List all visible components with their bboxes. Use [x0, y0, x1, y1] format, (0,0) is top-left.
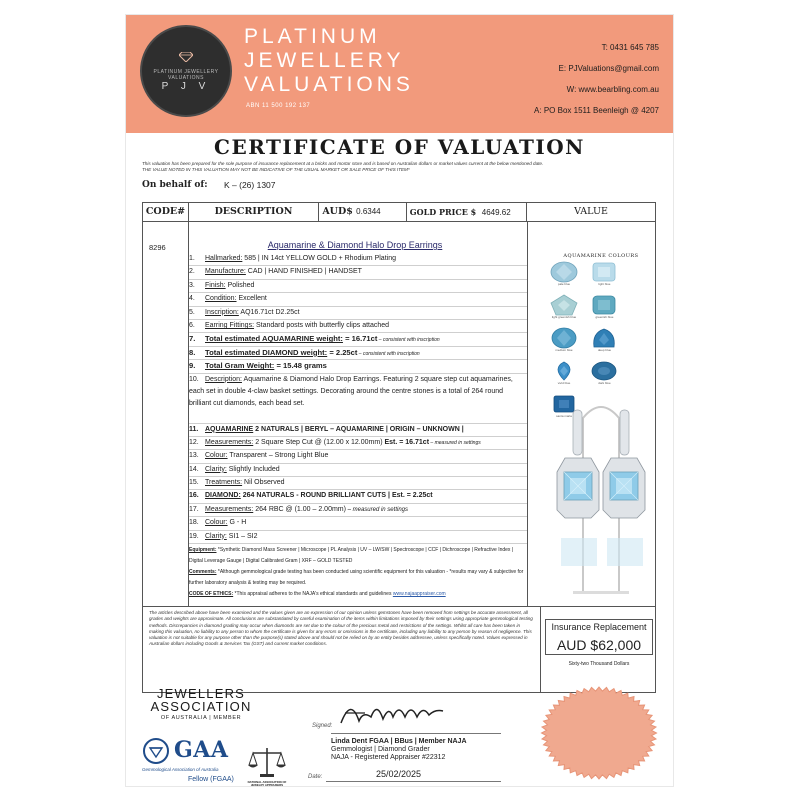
- list-item: 12. Measurements: 2 Square Step Cut @ (12.00 x 12.00mm) Est. = 16.71ct – measured in settings: [189, 437, 527, 450]
- header-gold: [407, 203, 527, 222]
- comments-text: *Although gemmological grade testing has been conducted using scientific equipment for this valuation - *results may vary & subjective for further laboratory analysis & testing may be required.: [189, 569, 524, 587]
- company-logo: [140, 25, 232, 117]
- gaa-name: Gemmological Association of Australia: [142, 767, 219, 772]
- association-line1: JEWELLERS: [156, 686, 246, 701]
- list-item: 16. DIAMOND: 264 NATURALS - ROUND BRILLIANT CUTS | Est. = 2.25ct: [189, 490, 527, 503]
- company-name: [244, 25, 414, 97]
- top-disclaimer: [142, 161, 662, 173]
- earrings-photo: [543, 388, 659, 598]
- list-item: 18. Colour: G - H: [189, 517, 527, 530]
- letterhead: [126, 15, 673, 133]
- item-list: [189, 253, 527, 600]
- signer-registration: NAJA - Registered Appraiser #22312: [331, 754, 446, 761]
- aud-value: 0.6344: [356, 207, 381, 216]
- company-name-line2: JEWELLERY: [244, 49, 405, 72]
- list-item: 4. Condition: Excellent: [189, 293, 527, 306]
- behalf-label: On behalf of:: [142, 180, 208, 190]
- gaa-mark: GAA: [174, 737, 229, 763]
- disclaimer-line1: This valuation has been prepared for the sole purpose of insurance replacement at a bricks and mortar store and is based on Australian dollars or market values current at the below mentioned date.: [142, 161, 544, 166]
- contact-block: [534, 37, 659, 121]
- item-code: 8296: [149, 243, 166, 252]
- signature-line: [331, 733, 501, 734]
- list-item: 3. Finish: Polished: [189, 280, 527, 293]
- gem-swatch: pale blue: [547, 261, 581, 291]
- header-value: VALUE: [527, 203, 655, 222]
- gem-swatch: vivid blue: [547, 360, 581, 390]
- lower-section: [142, 607, 656, 693]
- gem-swatch: light blue: [587, 261, 621, 291]
- list-item: 15. Treatments: Nil Observed: [189, 477, 527, 490]
- ethics-label: CODE OF ETHICS:: [189, 591, 234, 598]
- gem-swatch: greenish blue: [587, 294, 621, 324]
- valuation-table: [142, 202, 656, 607]
- header-description: DESCRIPTION: [189, 203, 319, 222]
- list-item: 8. Total estimated DIAMOND weight: = 2.25ct – consistent with inscription: [189, 347, 527, 360]
- insurance-value: AUD $62,000: [556, 637, 642, 653]
- signer-name: Linda Dent FGAA | BBus | Member NAJA: [331, 738, 467, 745]
- association-sub: OF AUSTRALIA | MEMBER: [160, 715, 242, 721]
- list-item: 10. Description: Aquamarine & Diamond Halo Drop Earrings. Featuring 2 square step cut aquamarines, each set in double 4-claw basket settings. Decorating around the centre stones is a total of 264 round brilliant cut diamonds, each bead set.: [189, 374, 527, 424]
- item-title: Aquamarine & Diamond Halo Drop Earrings: [267, 240, 443, 250]
- comments-label: Comments:: [189, 569, 217, 576]
- list-item: 11. AQUAMARINE 2 NATURALS | BERYL – AQUAMARINE | ORIGIN – UNKNOWN |: [189, 424, 527, 437]
- email: E: PJValuations@gmail.com: [558, 64, 659, 73]
- behalf-value: K – (26) 1307: [224, 180, 276, 190]
- signer-details: [331, 738, 467, 762]
- company-name-line1: PLATINUM: [244, 25, 381, 48]
- list-item: 6. Earring Fittings: Standard posts with butterfly clips attached: [189, 320, 527, 333]
- gem-swatch: dark blue: [587, 360, 621, 390]
- website: W: www.bearbling.com.au: [566, 85, 659, 94]
- signer-role: Gemmologist | Diamond Grader: [331, 746, 430, 753]
- gold-value: 4649.62: [481, 208, 511, 217]
- naja-scales-icon: [247, 745, 287, 780]
- gem-swatch: medium blue: [547, 327, 581, 357]
- gem-swatch: light greenish blue: [547, 294, 581, 324]
- company-name-line3: VALUATIONS: [244, 73, 414, 96]
- date-line: [326, 781, 501, 782]
- list-item: 7. Total estimated AQUAMARINE weight: = 16.71ct – consistent with inscription: [189, 333, 527, 346]
- disclaimer-line2: THE VALUE NOTED IN THIS VALUATION MAY NOT BE INDICATIVE OF THE USUAL MARKET OR SALE PRICE OF THIS ITEM*: [142, 167, 410, 172]
- colours-title: AQUAMARINE COLOURS: [563, 253, 639, 259]
- list-item: 19. Clarity: SI1 – SI2: [189, 531, 527, 544]
- ethics-link[interactable]: www.najaappraiser.com: [392, 591, 446, 598]
- gold-label: GOLD PRICE $: [409, 207, 477, 217]
- list-item: 2. Manufacture: CAD | HAND FINISHED | HANDSET: [189, 266, 527, 279]
- insurance-title: Insurance Replacement: [551, 622, 647, 632]
- date-label: Date:: [308, 774, 323, 780]
- address: A: PO Box 1511 Beenleigh @ 4207: [534, 106, 659, 115]
- legal-disclaimer: The articles described above have been examined and the values given are an expression of our opinion unless gemstones have been removed from settings be accurate assessment, all grades and weights are approximate. All conclusions are substantiated by careful examination of the items within limitations imposed by their settings using appropriate gemmological testing methods. Discrepancies in diamond grading may occur when diamonds are set due to the colour of the precious metal and restrictions of the settings. Whilst all care has been taken in making this valuation, no liability to any person to whom the certificate is given for any errors or omissions in the certificate, including any liability to any person by reason of negligence. This valuation is not suitable for any purpose other than the purpose(s) stated above and should not be relied on by an entity besides addressee, unless specifically noted. Values expressed in Australian dollars including Goods & Services Tax (GST) and current market conditions.: [149, 610, 533, 647]
- gaa-fellow: Fellow (FGAA): [188, 776, 234, 783]
- equipment-notes: [189, 544, 527, 600]
- abn: ABN 11 500 192 137: [246, 103, 311, 109]
- list-item: 17. Measurements: 264 RBC @ (1.00 – 2.00mm) – measured in settings: [189, 504, 527, 517]
- list-item: 13. Colour: Transparent – Strong Light Blue: [189, 450, 527, 463]
- equipment-text: *Synthetic Diamond Mass Screener | Microscope | PL Analysis | UV – LW/SW | Spectroscope | CCF | Dichroscope | Refractive Index | Digital Leverage Gauge | Digital Calibrated Gram | XRF – GOLD TESTED: [189, 547, 514, 565]
- column-divider: [527, 222, 528, 607]
- insurance-value-cell: [540, 607, 657, 693]
- list-item: 9. Total Gram Weight: = 15.48 grams: [189, 360, 527, 373]
- equipment-label: Equipment:: [189, 547, 217, 554]
- naja-name: NATIONAL ASSOCIATION OF JEWELRY APPRAISERS: [247, 780, 287, 787]
- jewellers-association-logo: [146, 687, 256, 713]
- list-item: 1. Hallmarked: 585 | IN 14ct YELLOW GOLD + Rhodium Plating: [189, 253, 527, 266]
- gem-swatch: deep blue: [587, 327, 621, 357]
- certificate-title: CERTIFICATE OF VALUATION: [214, 135, 585, 159]
- insurance-value-words: Sixty-two Thousand Dollars: [568, 661, 630, 667]
- logo-ring-text: PLATINUM JEWELLERY VALUATIONS: [153, 69, 219, 81]
- phone: T: 0431 645 785: [601, 43, 659, 52]
- association-line2: ASSOCIATION: [150, 699, 252, 714]
- logo-monogram: P J V: [161, 81, 211, 92]
- aud-label: AUD$: [322, 206, 353, 217]
- gem-swatch: santa maria: [547, 393, 581, 423]
- signature: [331, 691, 451, 731]
- diamond-icon: [179, 52, 193, 62]
- certificate-sheet: [125, 14, 674, 787]
- header-aud: [319, 203, 407, 222]
- header-code: CODE#: [143, 203, 189, 222]
- list-item: 14. Clarity: Slightly Included: [189, 464, 527, 477]
- ethics-text: *This appraisal adheres to the NAJA's ethical standards and guidelines: [233, 591, 392, 598]
- signed-label: Signed:: [312, 723, 333, 729]
- seal-icon: [536, 685, 662, 781]
- list-item: 5. Inscription: AQ16.71ct D2.25ct: [189, 307, 527, 320]
- date-value: 25/02/2025: [376, 769, 422, 779]
